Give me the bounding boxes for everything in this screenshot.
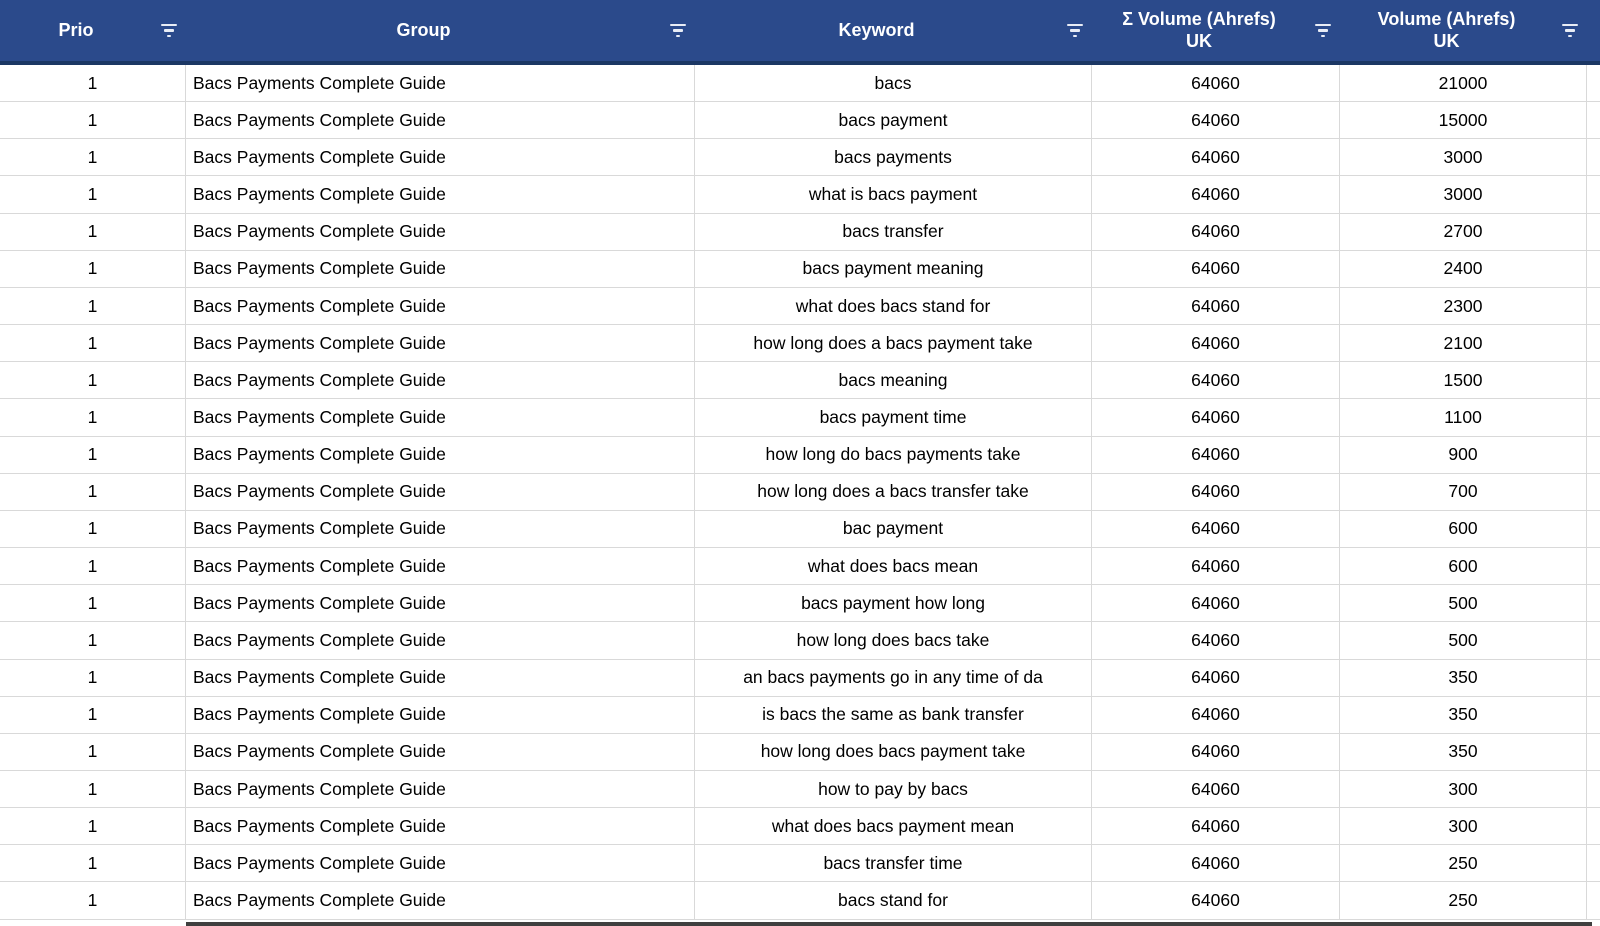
cell-filler	[1587, 882, 1600, 918]
cell-group[interactable]: Bacs Payments Complete Guide	[186, 214, 695, 250]
filter-icon[interactable]	[1306, 24, 1340, 38]
table-row	[0, 882, 1600, 919]
table-row	[0, 251, 1600, 288]
cell-group[interactable]: Bacs Payments Complete Guide	[186, 399, 695, 435]
table-row	[0, 511, 1600, 548]
cell-filler	[1587, 511, 1600, 547]
cell-volume[interactable]: 1100	[1340, 399, 1587, 435]
cell-volume[interactable]: 2100	[1340, 325, 1587, 361]
cell-filler	[1587, 697, 1600, 733]
column-header-sigma-volume-ahrefs-uk[interactable]	[1092, 0, 1340, 61]
cell-keyword[interactable]: what does bacs payment mean	[695, 808, 1092, 844]
cell-group[interactable]: Bacs Payments Complete Guide	[186, 845, 695, 881]
cell-sigma-volume[interactable]: 64060	[1092, 399, 1340, 435]
cell-sigma-volume[interactable]: 64060	[1092, 622, 1340, 658]
cell-volume[interactable]: 500	[1340, 622, 1587, 658]
cell-prio[interactable]: 1	[0, 882, 186, 918]
cell-volume[interactable]: 3000	[1340, 176, 1587, 212]
cell-keyword[interactable]: how to pay by bacs	[695, 771, 1092, 807]
cell-filler	[1587, 660, 1600, 696]
cell-volume[interactable]: 300	[1340, 808, 1587, 844]
cell-group[interactable]: Bacs Payments Complete Guide	[186, 102, 695, 138]
cell-sigma-volume[interactable]: 64060	[1092, 474, 1340, 510]
cell-group[interactable]: Bacs Payments Complete Guide	[186, 139, 695, 175]
table-body	[0, 65, 1600, 920]
cell-keyword[interactable]: what is bacs payment	[695, 176, 1092, 212]
cell-group[interactable]: Bacs Payments Complete Guide	[186, 808, 695, 844]
table-header-row	[0, 0, 1600, 65]
cell-filler	[1587, 176, 1600, 212]
cell-keyword[interactable]: an bacs payments go in any time of da	[695, 660, 1092, 696]
table-row	[0, 102, 1600, 139]
cell-sigma-volume[interactable]: 64060	[1092, 548, 1340, 584]
cell-prio[interactable]: 1	[0, 511, 186, 547]
cell-prio[interactable]: 1	[0, 176, 186, 212]
cell-sigma-volume[interactable]: 64060	[1092, 734, 1340, 770]
cell-sigma-volume[interactable]: 64060	[1092, 437, 1340, 473]
cell-sigma-volume[interactable]: 64060	[1092, 325, 1340, 361]
cell-volume[interactable]: 900	[1340, 437, 1587, 473]
table-row	[0, 65, 1600, 102]
cell-sigma-volume[interactable]: 64060	[1092, 660, 1340, 696]
cell-prio[interactable]: 1	[0, 622, 186, 658]
cell-group[interactable]: Bacs Payments Complete Guide	[186, 511, 695, 547]
cell-prio[interactable]: 1	[0, 251, 186, 287]
cell-keyword[interactable]: bacs transfer	[695, 214, 1092, 250]
cell-filler	[1587, 288, 1600, 324]
cell-filler	[1587, 251, 1600, 287]
cell-keyword[interactable]: bacs payment time	[695, 399, 1092, 435]
cell-group[interactable]: Bacs Payments Complete Guide	[186, 882, 695, 918]
cell-sigma-volume[interactable]: 64060	[1092, 697, 1340, 733]
cell-filler	[1587, 214, 1600, 250]
column-header-prio[interactable]	[0, 0, 186, 61]
table-row	[0, 808, 1600, 845]
cell-volume[interactable]: 600	[1340, 511, 1587, 547]
cell-filler	[1587, 771, 1600, 807]
cell-group[interactable]: Bacs Payments Complete Guide	[186, 325, 695, 361]
cell-sigma-volume[interactable]: 64060	[1092, 585, 1340, 621]
table-row	[0, 660, 1600, 697]
cell-sigma-volume[interactable]: 64060	[1092, 362, 1340, 398]
cell-prio[interactable]: 1	[0, 288, 186, 324]
column-header-volume-ahrefs-uk[interactable]	[1340, 0, 1587, 61]
cell-sigma-volume[interactable]: 64060	[1092, 845, 1340, 881]
cell-volume[interactable]: 2700	[1340, 214, 1587, 250]
cell-volume[interactable]: 2300	[1340, 288, 1587, 324]
cell-sigma-volume[interactable]: 64060	[1092, 176, 1340, 212]
cell-sigma-volume[interactable]: 64060	[1092, 139, 1340, 175]
cell-group[interactable]: Bacs Payments Complete Guide	[186, 176, 695, 212]
column-header-group-label: Group	[396, 19, 451, 40]
cell-group[interactable]: Bacs Payments Complete Guide	[186, 65, 695, 101]
table-row	[0, 288, 1600, 325]
cell-group[interactable]: Bacs Payments Complete Guide	[186, 622, 695, 658]
cell-filler	[1587, 65, 1600, 101]
cell-filler	[1587, 102, 1600, 138]
cell-prio[interactable]: 1	[0, 325, 186, 361]
filter-icon[interactable]	[1058, 24, 1092, 38]
cell-keyword[interactable]: bacs payments	[695, 139, 1092, 175]
table-row	[0, 548, 1600, 585]
table-row	[0, 845, 1600, 882]
cell-prio[interactable]: 1	[0, 548, 186, 584]
cell-prio[interactable]: 1	[0, 474, 186, 510]
cell-prio[interactable]: 1	[0, 139, 186, 175]
cell-filler	[1587, 622, 1600, 658]
filter-icon[interactable]	[1553, 24, 1587, 38]
cell-prio[interactable]: 1	[0, 697, 186, 733]
bottom-row-top-border	[186, 922, 1592, 926]
cell-group[interactable]: Bacs Payments Complete Guide	[186, 548, 695, 584]
cell-sigma-volume[interactable]: 64060	[1092, 771, 1340, 807]
table-row	[0, 325, 1600, 362]
cell-keyword[interactable]: how long does a bacs payment take	[695, 325, 1092, 361]
cell-volume[interactable]: 21000	[1340, 65, 1587, 101]
cell-keyword[interactable]: bacs stand for	[695, 882, 1092, 918]
header-filler	[1587, 0, 1600, 61]
cell-filler	[1587, 399, 1600, 435]
cell-prio[interactable]: 1	[0, 660, 186, 696]
cell-volume[interactable]: 300	[1340, 771, 1587, 807]
cell-prio[interactable]: 1	[0, 771, 186, 807]
cell-keyword[interactable]: bacs payment how long	[695, 585, 1092, 621]
cell-group[interactable]: Bacs Payments Complete Guide	[186, 697, 695, 733]
cell-group[interactable]: Bacs Payments Complete Guide	[186, 585, 695, 621]
table-row	[0, 622, 1600, 659]
cell-group[interactable]: Bacs Payments Complete Guide	[186, 251, 695, 287]
table-row	[0, 139, 1600, 176]
filter-icon[interactable]	[661, 24, 695, 38]
cell-keyword[interactable]: bacs payment	[695, 102, 1092, 138]
table-row	[0, 437, 1600, 474]
column-header-sigma-volume-label: Σ Volume (Ahrefs) UK	[1122, 9, 1276, 51]
column-header-prio-label: Prio	[58, 19, 94, 40]
table-row	[0, 399, 1600, 436]
column-header-keyword-label: Keyword	[838, 19, 915, 40]
filter-icon[interactable]	[152, 24, 186, 38]
cell-prio[interactable]: 1	[0, 362, 186, 398]
cell-group[interactable]: Bacs Payments Complete Guide	[186, 660, 695, 696]
cell-volume[interactable]: 250	[1340, 845, 1587, 881]
cell-filler	[1587, 139, 1600, 175]
column-header-keyword[interactable]	[695, 0, 1092, 61]
cell-group[interactable]: Bacs Payments Complete Guide	[186, 474, 695, 510]
cell-keyword[interactable]: is bacs the same as bank transfer	[695, 697, 1092, 733]
table-row	[0, 214, 1600, 251]
cell-sigma-volume[interactable]: 64060	[1092, 214, 1340, 250]
cell-filler	[1587, 585, 1600, 621]
cell-prio[interactable]: 1	[0, 585, 186, 621]
table-row	[0, 697, 1600, 734]
cell-keyword[interactable]: how long does bacs payment take	[695, 734, 1092, 770]
cell-keyword[interactable]: how long do bacs payments take	[695, 437, 1092, 473]
column-header-volume-label: Volume (Ahrefs) UK	[1377, 9, 1516, 51]
cell-volume[interactable]: 2400	[1340, 251, 1587, 287]
cell-sigma-volume[interactable]: 64060	[1092, 251, 1340, 287]
cell-prio[interactable]: 1	[0, 65, 186, 101]
cell-prio[interactable]: 1	[0, 214, 186, 250]
cell-volume[interactable]: 500	[1340, 585, 1587, 621]
cell-group[interactable]: Bacs Payments Complete Guide	[186, 771, 695, 807]
table-row	[0, 734, 1600, 771]
cell-filler	[1587, 362, 1600, 398]
cell-keyword[interactable]: bacs transfer time	[695, 845, 1092, 881]
cell-volume[interactable]: 350	[1340, 660, 1587, 696]
cell-filler	[1587, 474, 1600, 510]
cell-prio[interactable]: 1	[0, 808, 186, 844]
cell-keyword[interactable]: bacs meaning	[695, 362, 1092, 398]
cell-sigma-volume[interactable]: 64060	[1092, 288, 1340, 324]
cell-sigma-volume[interactable]: 64060	[1092, 808, 1340, 844]
cell-volume[interactable]: 350	[1340, 697, 1587, 733]
cell-keyword[interactable]: what does bacs stand for	[695, 288, 1092, 324]
table-row	[0, 585, 1600, 622]
cell-group[interactable]: Bacs Payments Complete Guide	[186, 288, 695, 324]
cell-prio[interactable]: 1	[0, 734, 186, 770]
cell-sigma-volume[interactable]: 64060	[1092, 882, 1340, 918]
cell-keyword[interactable]: what does bacs mean	[695, 548, 1092, 584]
cell-group[interactable]: Bacs Payments Complete Guide	[186, 734, 695, 770]
cell-keyword[interactable]: how long does bacs take	[695, 622, 1092, 658]
column-header-group[interactable]	[186, 0, 695, 61]
cell-group[interactable]: Bacs Payments Complete Guide	[186, 362, 695, 398]
cell-volume[interactable]: 3000	[1340, 139, 1587, 175]
cell-keyword[interactable]: bac payment	[695, 511, 1092, 547]
cell-keyword[interactable]: bacs	[695, 65, 1092, 101]
cell-prio[interactable]: 1	[0, 102, 186, 138]
cell-prio[interactable]: 1	[0, 399, 186, 435]
cell-filler	[1587, 437, 1600, 473]
cell-volume[interactable]: 700	[1340, 474, 1587, 510]
cell-keyword[interactable]: how long does a bacs transfer take	[695, 474, 1092, 510]
table-row	[0, 362, 1600, 399]
cell-volume[interactable]: 1500	[1340, 362, 1587, 398]
cell-prio[interactable]: 1	[0, 437, 186, 473]
cell-filler	[1587, 808, 1600, 844]
cell-volume[interactable]: 250	[1340, 882, 1587, 918]
cell-prio[interactable]: 1	[0, 845, 186, 881]
cell-filler	[1587, 548, 1600, 584]
cell-filler	[1587, 845, 1600, 881]
cell-volume[interactable]: 600	[1340, 548, 1587, 584]
cell-filler	[1587, 325, 1600, 361]
cell-volume[interactable]: 15000	[1340, 102, 1587, 138]
cell-sigma-volume[interactable]: 64060	[1092, 65, 1340, 101]
cell-sigma-volume[interactable]: 64060	[1092, 102, 1340, 138]
table-row	[0, 176, 1600, 213]
cell-filler	[1587, 734, 1600, 770]
cell-sigma-volume[interactable]: 64060	[1092, 511, 1340, 547]
table-row	[0, 474, 1600, 511]
table-row	[0, 771, 1600, 808]
cell-keyword[interactable]: bacs payment meaning	[695, 251, 1092, 287]
cell-volume[interactable]: 350	[1340, 734, 1587, 770]
cell-group[interactable]: Bacs Payments Complete Guide	[186, 437, 695, 473]
